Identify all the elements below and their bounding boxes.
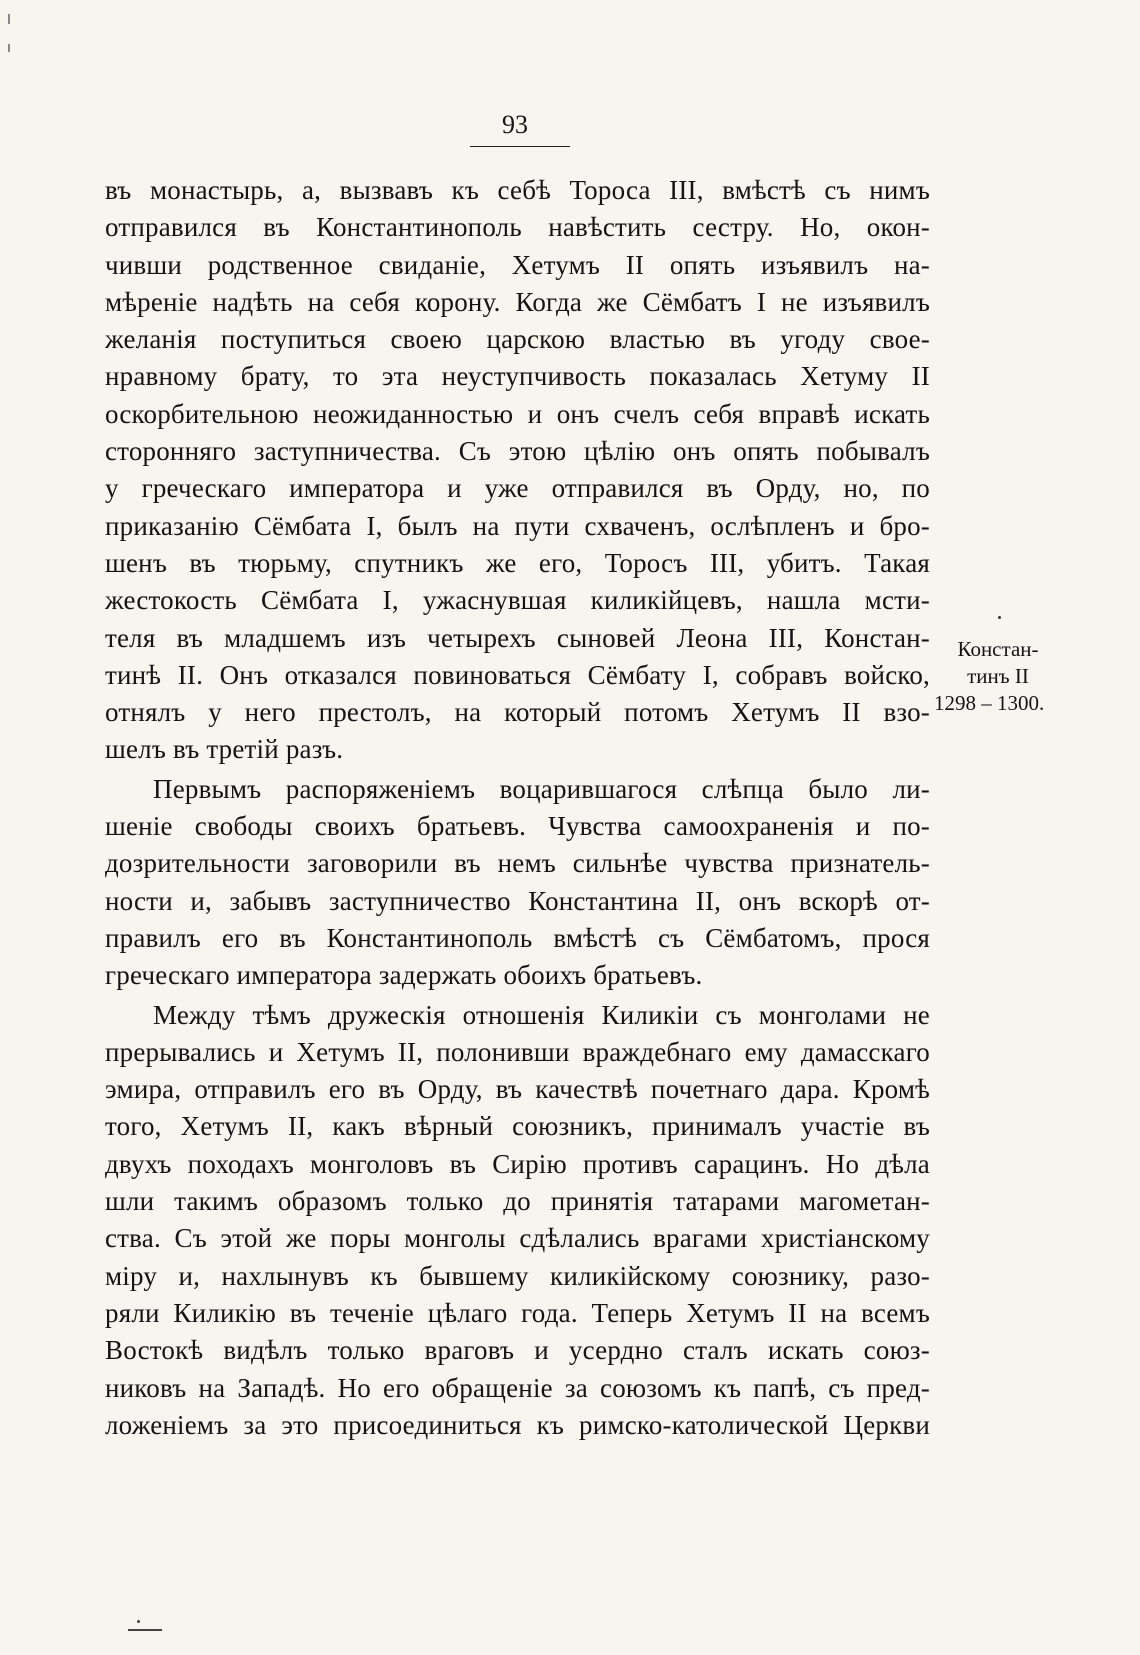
footer-dot <box>137 1620 140 1623</box>
scan-edge-mark-top <box>8 14 10 24</box>
text-line: греческаго императора задержать обоихъ братьевъ. <box>105 960 703 991</box>
text-line: ряли Киликію въ теченіе цѣлаго года. Теперь Хетумъ II на всемъ <box>105 1297 930 1328</box>
marginal-note-name: Констан- <box>957 637 1039 661</box>
text-line: чивши родственное свиданіе, Хетумъ II опять изъявилъ на- <box>105 249 930 280</box>
text-line: ности и, забывъ заступничество Константина II, онъ вскорѣ от- <box>105 885 930 916</box>
page-number-rule <box>470 146 570 147</box>
text-line: Между тѣмъ дружескія отношенія Киликіи съ монголами не <box>153 999 930 1030</box>
text-line: отправился въ Константинополь навѣстить сестру. Но, окон- <box>105 212 930 243</box>
footer-mark <box>128 1629 162 1631</box>
page-number: 93 <box>502 110 528 139</box>
marginal-note-name-cont: тинъ II <box>967 664 1029 688</box>
text-line: оскорбительною неожиданностью и онъ счелъ себя вправѣ искать <box>105 398 930 429</box>
text-line: приказанію Сёмбата I, былъ на пути схваченъ, ослѣпленъ и бро- <box>105 510 930 541</box>
text-line: шли такимъ образомъ только до принятія татарами магометан- <box>105 1186 930 1217</box>
text-line: жестокость Сёмбата I, ужаснувшая киликійцевъ, нашла мсти- <box>105 585 930 616</box>
text-line: двухъ походахъ монголовъ въ Сирію противъ сарацинъ. Но дѣла <box>105 1148 930 1179</box>
paragraph-1 <box>105 172 930 769</box>
text-line: того, Хетумъ II, какъ вѣрный союзникъ, принималъ участіе въ <box>105 1111 930 1142</box>
paragraph-2 <box>105 771 930 995</box>
body-text <box>105 172 930 1444</box>
text-line: у греческаго императора и уже отправился въ Орду, но, по <box>105 473 930 504</box>
text-line: прерывались и Хетумъ II, полонивши враждебнаго ему дамасскаго <box>105 1036 930 1067</box>
text-line: правилъ его въ Константинополь вмѣстѣ съ Сёмбатомъ, прося <box>105 922 930 953</box>
text-line: шеніе свободы своихъ братьевъ. Чувства самоохраненія и по- <box>105 811 930 842</box>
text-line: ства. Съ этой же поры монголы сдѣлались врагами христіанскому <box>105 1223 930 1254</box>
text-line: шелъ въ третій разъ. <box>105 734 344 765</box>
text-line: шенъ въ тюрьму, спутникъ же его, Торосъ III, убитъ. Такая <box>105 547 930 578</box>
text-line: эмира, отправилъ его въ Орду, въ качествѣ почетнаго дара. Кромѣ <box>105 1074 930 1105</box>
text-line: Первымъ распоряженіемъ воцарившагося слѣпца было ли- <box>153 773 930 804</box>
text-line: ложеніемъ за это присоединиться къ римско-католической Церкви <box>105 1409 930 1440</box>
text-line: никовъ на Западѣ. Но его обращеніе за союзомъ къ папѣ, съ пред- <box>105 1372 930 1403</box>
text-line: отнялъ у него престолъ, на который потомъ Хетумъ II взо- <box>105 697 930 728</box>
text-line: желанія поступиться своею царскою властью въ угоду свое- <box>105 324 930 355</box>
text-line: Востокѣ видѣлъ только враговъ и усердно сталъ искать союз- <box>105 1335 930 1366</box>
text-line: мѣреніе надѣть на себя корону. Когда же Сёмбатъ I не изъявилъ <box>105 286 930 317</box>
text-line: въ монастырь, а, вызвавъ къ себѣ Тороса III, вмѣстѣ съ нимъ <box>105 175 930 205</box>
text-line: нравному брату, то эта неуступчивость показалась Хетуму II <box>105 361 930 392</box>
text-line: сторонняго заступничества. Съ этою цѣлію онъ опять побывалъ <box>105 436 930 467</box>
marginal-note <box>934 636 1058 717</box>
scan-edge-mark-middle <box>8 44 10 52</box>
paragraph-3 <box>105 997 930 1445</box>
text-line: тинѣ II. Онъ отказался повиноваться Сёмбату I, собравъ войско, <box>105 659 930 690</box>
text-line: міру и, нахлынувъ къ бывшему киликійскому союзнику, разо- <box>105 1260 930 1291</box>
marginal-dot <box>998 616 1001 619</box>
text-line: теля въ младшемъ изъ четырехъ сыновей Леона III, Констан- <box>105 622 930 653</box>
text-line: дозрительности заговорили въ немъ сильнѣе чувства признатель- <box>105 848 930 879</box>
marginal-note-years: 1298 – 1300. <box>934 691 1045 715</box>
